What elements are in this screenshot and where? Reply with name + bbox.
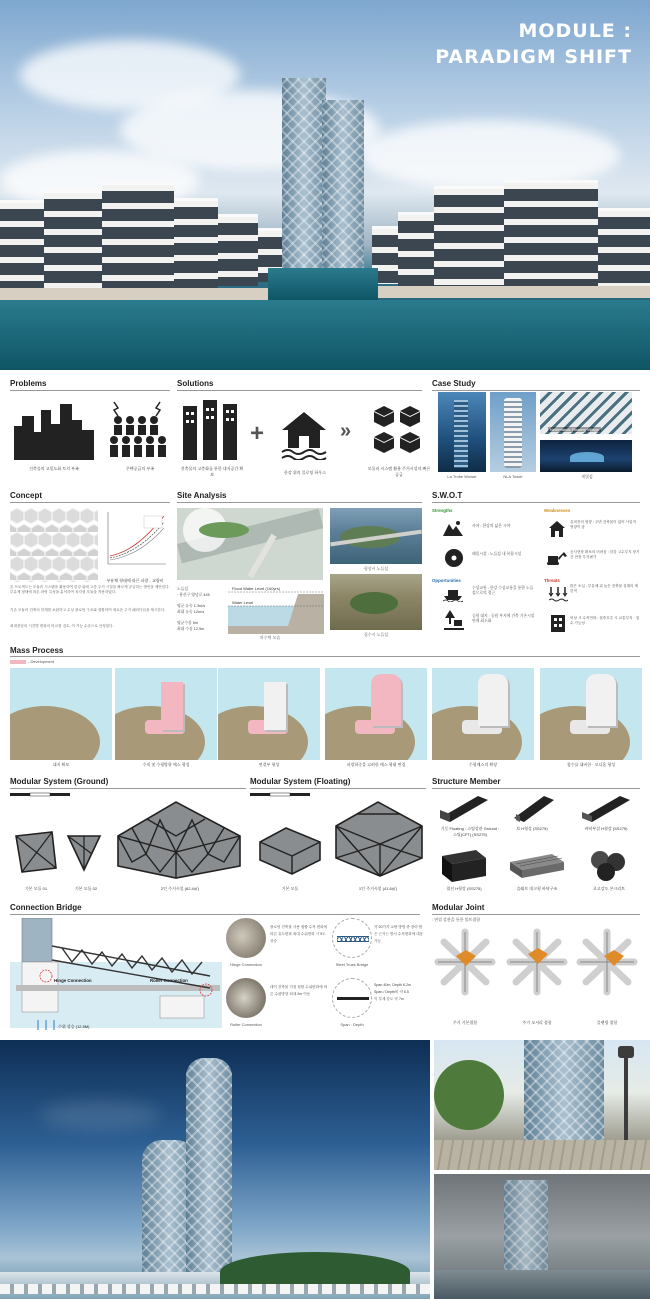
mass-step [218,668,320,760]
hero-tower [322,100,364,268]
roller-label: Roller Connection [150,978,188,983]
hero-building-left [218,214,258,286]
member-label-6: 초고강도 콘크리트 [592,886,626,891]
member-brace [440,848,488,884]
water-rise-label: 수위 상승 (12.5M) [58,1024,90,1029]
joint-heading: Modular Joint [432,903,485,912]
floating-label-1: 기본 모듈 [281,886,299,891]
solutions-item2: 한강 위의 플로팅 하우스 [284,470,326,475]
swot-threats-label: Threats [544,578,560,583]
joint-diagram [574,928,640,1001]
span-note-1: Span 40m, Depth 6.2m [374,983,411,987]
hero-building-right [434,186,504,290]
mass-step-label: 대지 확보 [52,762,70,767]
swot-t-item2: 비상 시 수직연화 : 집중호우 시 교통부지 · 침수 가능성 [570,616,640,625]
site-note: · 용산구 양녕로 445 [177,593,210,598]
bridge-section-drawing [10,918,222,1038]
hero-building-right [598,208,650,288]
crowd-icon [108,398,170,460]
hero-building-right [504,180,598,290]
mass-step [540,668,642,760]
member-column [438,794,490,824]
member-label-4: 철선 H형강 (SS275) [446,886,482,891]
building-icon [550,614,566,632]
mass-step-label: 파랑하중을 고려한 매스 형태 변경 [346,762,406,767]
floating-module [256,822,324,876]
ground-label-3: 2인 주거시설 (62.4㎡) [160,886,200,891]
swot-s-item1: 사야 : 한강의 넓은 시야 [472,524,511,528]
hero-title [435,18,632,70]
joint-label: 주거 모서리 접합 [522,1020,552,1025]
roller-detail-image [226,978,266,1018]
ground-label-2: 기본 모듈 02 [74,886,98,891]
joint-diagram [504,928,570,1001]
joint-label: 주거 기본접합 [452,1020,478,1025]
site-note: 최대 유속 12m/s [177,610,205,615]
member-floor-beam [580,794,632,824]
structure-heading: Structure Member [432,777,501,786]
hero-building-left [102,182,174,290]
problems-heading: Problems [10,379,47,388]
hero-title-line1: MODULE : [518,20,632,42]
member-label-2: 보 H형강 (SS275) [516,826,548,831]
mass-process-heading: Mass Process [10,646,64,655]
scale-bar [10,792,70,798]
case-photo-nla [490,392,536,472]
city-skyline-icon [14,402,94,460]
site-notes [177,586,227,632]
floating-label-2: 1인 주거시설 (41.6㎡) [358,886,398,891]
hero-tower [282,78,326,268]
member-label-5: 슬래브 데크형 바닥구조 [516,886,558,891]
span-note [374,982,424,1003]
truss-note: 약 20가지 교량 방법 중 장력 합은 근거는 방식 수직변화에 대응 가능 [374,925,424,943]
concept-text-2: 기존 모듈러 건축의 한계를 보완하고 수상 플로팅 구조와 결합하여 새로운 주거 패러다임을 제시한다. [10,608,166,612]
hero-building-left [174,198,218,288]
member-concrete-spheres [586,850,630,882]
water-level-label: Water Level [232,600,254,605]
bridge-heading: Connection Bridge [10,903,82,912]
site-note: 최대 수심 12.5m [177,627,205,632]
hero-title-line2: PARADIGM SHIFT [435,46,632,68]
solutions-item1: 건축물의 고층화를 통한 대지공간 확보 [180,466,244,477]
concept-graph [100,508,168,574]
site-analysis-heading: Site Analysis [177,491,227,500]
swot-o-item2: 공원 대지 : 공원 부지에 건축 기존시설 연계 최소화 [472,614,535,623]
boat-icon [442,586,464,602]
roller-note: 데이 건축물 지점 접합 수위변화에 따른 수평방향 최대 2m 이동 [270,985,328,996]
ground-module-01 [12,828,60,874]
member-label-3: 바닥부설 H형강 (SS275) [584,826,628,831]
module-cubes-icon [372,404,424,456]
member-beam [512,794,556,824]
hero-building-right [398,212,434,286]
site-map [177,508,323,580]
render-plaza [434,1040,650,1170]
mass-step-label: 수직 및 수평방향 매스 형성 [142,762,190,767]
concept-chart-caption: 부유체 형태에 따른 파랑 - 교량비 [106,578,164,583]
case-study-heading: Case Study [432,379,476,388]
legend-swatch [10,660,26,664]
house-alert-icon [548,520,566,538]
plus-icon: + [250,420,265,447]
mass-step [432,668,534,760]
double-chevron-icon: » [340,420,352,442]
member-slab [508,852,566,880]
truss-caption: Steel Truss Bridge [335,962,369,967]
span-note-3: 이 부재 강도 약 7m [374,997,404,1001]
park-icon [444,610,464,632]
site-note: 평균 유속 1.3m/s [177,603,206,608]
problems-item2: 주택공급의 부족 [125,466,155,471]
high-rise-icon [183,400,239,460]
scale-bar [250,792,310,798]
flood-level-label: Flood Water Level (100yrs) [232,586,281,591]
excavator-icon [546,550,568,566]
truss-detail-image [332,918,372,958]
span-detail-image [332,978,372,1018]
solutions-heading: Solutions [177,379,214,388]
swot-s-item2: 패밀시설 : 노들섬 내 복합시설 [472,552,522,556]
joint-diagram [432,928,498,1001]
render-storm [434,1174,650,1299]
hexagon-pattern-image [10,508,98,582]
ground-module-02 [66,832,102,872]
swot-opportunities-label: Opportunities [432,578,461,583]
case-label-1: La Trobe Wower [447,474,477,479]
hinge-label: Hinge Connection [54,978,92,983]
mass-step [325,668,427,760]
hero-render [0,0,650,370]
modular-floating-heading: Modular System (Floating) [250,777,351,786]
problems-item1: 건축물의 고밀도화 토지 부족 [29,466,79,471]
modular-ground-heading: Modular System (Ground) [10,777,109,786]
hero-building-left [44,190,102,290]
mass-step-label: 수평매스의 확장 [468,762,498,767]
mass-legend [10,659,54,664]
mass-step [10,668,112,760]
case-photo-latrobe [438,392,486,472]
site-photo2-caption: 집수시 노들섬 [363,632,389,637]
swot-o-item1: 수상교통 : 한강 수상교통을 통한 노들섬으로의 접근 [472,586,534,595]
floating-residence-1 [332,796,426,878]
legend-label: - Development [28,659,55,664]
floating-house-icon [280,410,328,460]
site-photo1-caption: 평상시 노들섬 [363,566,389,571]
case-photo-floating-village [540,392,632,434]
mass-step-label: 침수를 대비한 · 모디움 형성 [566,762,616,767]
flood-arrows-icon [548,586,568,604]
site-photo-flood [330,574,422,630]
site-note: 평균수심 5m [177,620,199,625]
swot-weaknesses-label: Weaknesses [544,508,571,513]
case-label-2: NLA Tower [503,474,523,479]
hinge-caption: Hinge Connection [230,962,262,967]
hinge-detail-image [226,918,266,958]
joint-label: 플랫링 접합 [596,1020,618,1025]
span-caption: Span : Depth [340,1022,364,1027]
render-main-towers [0,1040,430,1299]
concept-text-3: 최대풍압의 시간별 변화의 비교를 검토, 이 기능 수준으로 산정된다. [10,624,114,628]
mass-step [115,668,217,760]
case-label-3: Nederlands Floating Village [550,427,599,432]
swot-w-item1: 유비종의 영향 : 주변 건축물이 없어 사업적 영향이 큼 [570,520,637,529]
site-note: 노들섬 [177,587,189,591]
case-label-4: 세빛섬 [581,474,593,479]
vinyl-record-icon [444,548,464,568]
case-photo-sebitseom [540,440,632,472]
ground-residence-2 [112,796,246,880]
swot-t-item1: 많은 소실 : 부유체 위 높은 건축물 설계의 제한적 [570,584,639,593]
ground-label-1: 기본 모듈 01 [24,886,48,891]
solutions-item3: 모듈러 시스템 활용 주거시설의 빠른 공급 [367,466,431,477]
mass-step-label: 연결부 형성 [258,762,280,767]
swot-w-item2: 공사현장 확보의 어려움 : 한강 고수부지 장기간 현장 부지필가 [570,550,640,559]
swot-strengths-label: Strengths [432,508,453,513]
site-photo-normal [330,508,422,564]
member-label-1: 기둥 Floating : 스팀강관 Ground : 스틸(CFT) (SS275) [440,826,500,837]
roller-caption: Roller Connection [230,1022,262,1027]
hero-building-left [0,200,44,290]
view-icon [442,520,464,538]
section-caption: 차수벽 모습 [259,635,281,640]
joint-subtitle: : 연결 강관을 통한 볼트접합 [432,917,481,922]
concept-text-1: 본 프로젝트는 모듈러 시스템을 활용하여 한강 위에 고층 주거 시설을 빠르게 공급하는 방안을 제안한다. 부유체 형태에 따른 파랑 특성을 분석하여 육각형 모듈을 적용하였다. [10,585,170,594]
hinge-note: 플로팅 건축물 사용 접합 수직 변화에 따른 유도변화 최대 수위변화 시 9도 상승 [270,925,328,943]
concept-heading: Concept [10,491,42,500]
swot-heading: S.W.O.T [432,491,463,500]
span-note-2: Span / Depth비 약 6.5 [374,990,409,994]
